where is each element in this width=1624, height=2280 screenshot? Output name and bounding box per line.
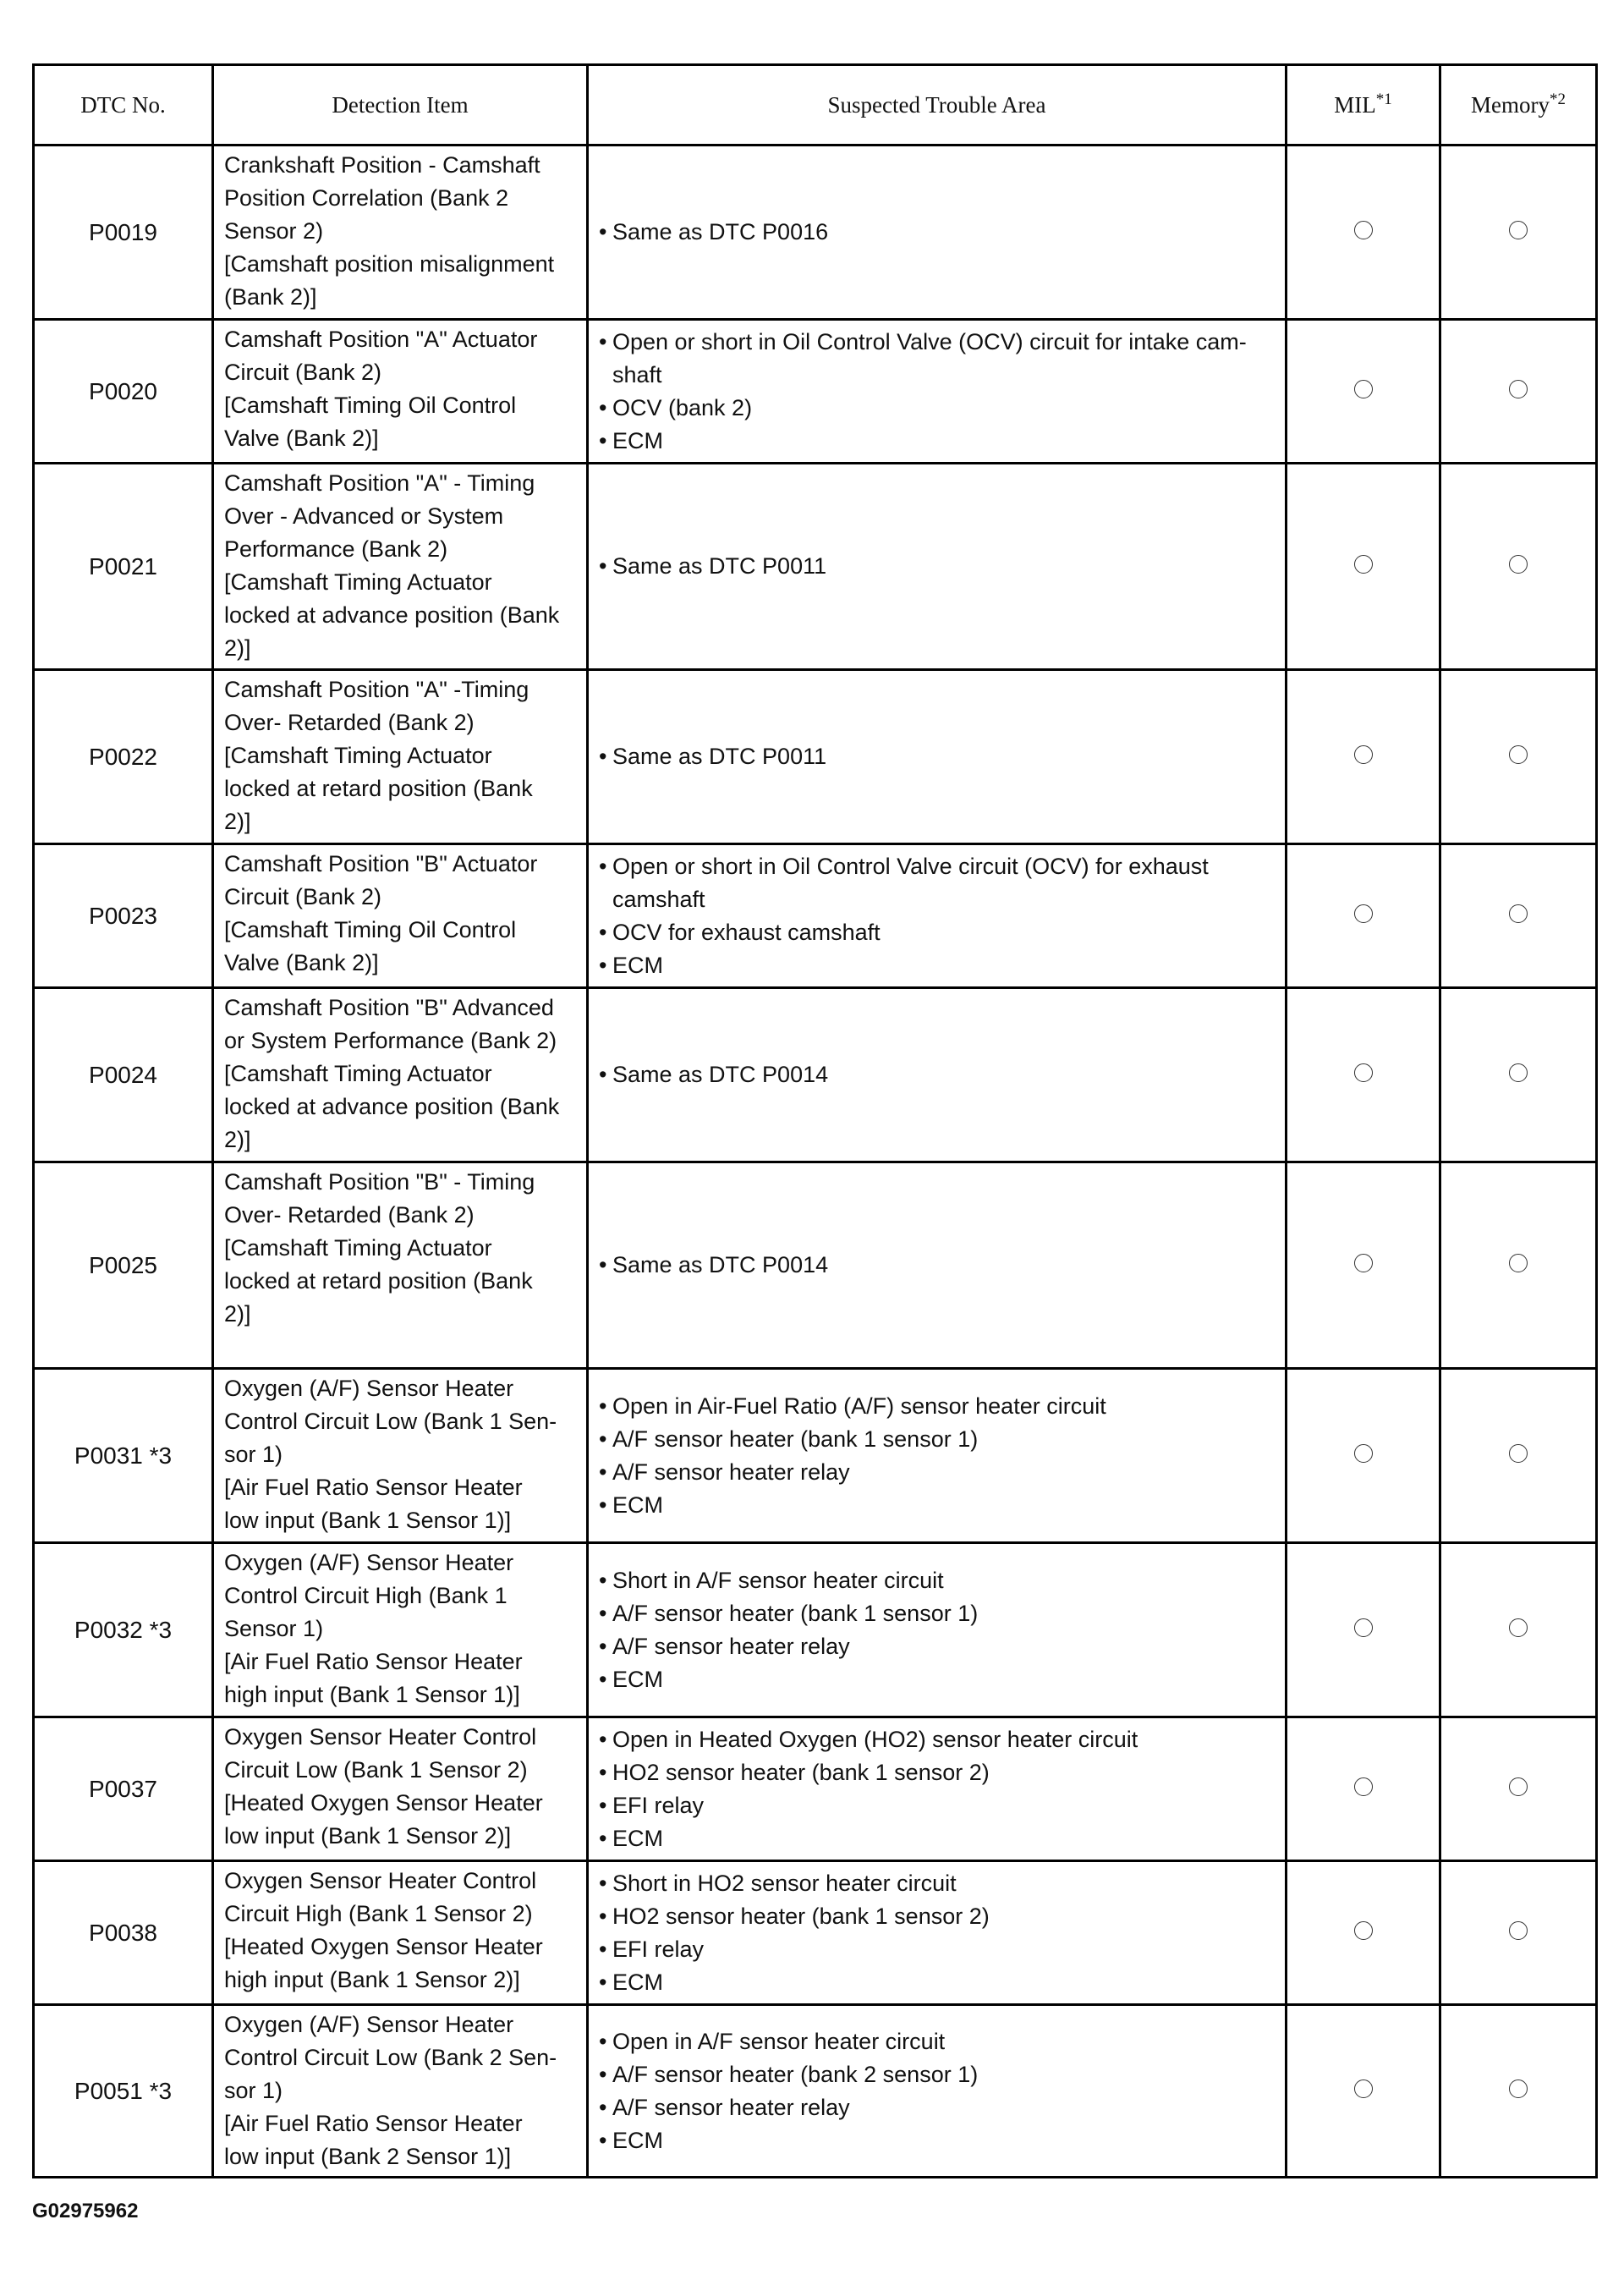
detection-item-line: Camshaft Position "A" Actuator: [224, 327, 538, 352]
detection-item-line: Oxygen (A/F) Sensor Heater: [224, 1550, 514, 1575]
mil-cell: [1287, 1369, 1440, 1543]
trouble-area-item: [599, 1822, 1278, 1855]
dtc-code: P0051 *3: [74, 2077, 173, 2104]
mil-cell: [1287, 670, 1440, 844]
trouble-area-text: Same as DTC P0011: [612, 744, 827, 769]
mil-circle-icon: [1354, 555, 1373, 574]
dtc-cell: [34, 1369, 213, 1543]
trouble-area-item: [599, 2025, 1278, 2058]
dtc-code: P0025: [89, 1251, 157, 1278]
header-mil-note: *1: [1375, 90, 1392, 108]
trouble-area-text: Same as DTC P0011: [612, 553, 827, 579]
detection-item-line: 2)]: [224, 635, 251, 661]
table-row: [34, 146, 1597, 320]
dtc-cell: [34, 2005, 213, 2178]
dtc-code: P0023: [89, 902, 157, 929]
trouble-area-item: [599, 850, 1278, 916]
dtc-cell: [34, 1543, 213, 1717]
dtc-code: P0024: [89, 1061, 157, 1088]
detection-item-line: Camshaft Position "B" Advanced: [224, 995, 554, 1020]
detection-item-line: Circuit (Bank 2): [224, 360, 382, 385]
trouble-area-cell: [588, 1717, 1287, 1861]
trouble-area-list: [599, 1390, 1278, 1522]
dtc-code: P0019: [89, 218, 157, 245]
detection-item-line: [Camshaft Timing Oil Control: [224, 393, 517, 418]
header-suspected-area: Suspected Trouble Area: [588, 65, 1287, 146]
detection-item-line: Valve (Bank 2)]: [224, 426, 379, 451]
detection-item-line: Over - Advanced or System: [224, 503, 504, 529]
detection-item-line: locked at retard position (Bank: [224, 1268, 533, 1294]
detection-item-line: [Air Fuel Ratio Sensor Heater: [224, 1649, 523, 1674]
trouble-area-text: OCV (bank 2): [612, 394, 753, 420]
figure-id: G02975962: [32, 2200, 139, 2222]
trouble-area-item: [599, 740, 1278, 773]
table-row: [34, 2005, 1597, 2178]
detection-item-line: Camshaft Position "A" - Timing: [224, 470, 535, 496]
memory-cell: [1440, 1861, 1597, 2005]
detection-item-line: Oxygen (A/F) Sensor Heater: [224, 2012, 514, 2037]
detection-item-line: Control Circuit Low (Bank 1 Sen-: [224, 1409, 557, 1434]
dtc-cell: [34, 1861, 213, 2005]
trouble-area-item: [599, 326, 1278, 392]
detection-item-cell: [213, 988, 588, 1162]
detection-item-line: 2)]: [224, 1301, 251, 1327]
dtc-cell: [34, 320, 213, 464]
detection-item-line: Oxygen Sensor Heater Control: [224, 1868, 537, 1893]
trouble-area-text: ECM: [612, 1492, 663, 1518]
mil-circle-icon: [1354, 745, 1373, 764]
detection-item-line: locked at advance position (Bank: [224, 602, 560, 628]
detection-item-line: Oxygen (A/F) Sensor Heater: [224, 1376, 514, 1401]
trouble-area-item: [599, 1489, 1278, 1522]
dtc-code: P0037: [89, 1775, 157, 1802]
detection-item-line: low input (Bank 1 Sensor 2)]: [224, 1823, 512, 1849]
trouble-area-item: [599, 216, 1278, 249]
detection-item-line: 2)]: [224, 1127, 251, 1152]
detection-item-line: Control Circuit Low (Bank 2 Sen-: [224, 2045, 557, 2070]
dtc-code: P0022: [89, 743, 157, 770]
detection-item-cell: [213, 844, 588, 988]
trouble-area-text: A/F sensor heater relay: [612, 1459, 850, 1485]
detection-item-line: (Bank 2)]: [224, 284, 317, 310]
detection-item-line: high input (Bank 1 Sensor 1)]: [224, 1682, 520, 1707]
trouble-area-text: Open in Air-Fuel Ratio (A/F) sensor heater circuit: [612, 1393, 1106, 1419]
trouble-area-text: Short in HO2 sensor heater circuit: [612, 1870, 957, 1896]
trouble-area-item: [599, 1933, 1278, 1966]
trouble-area-cell: [588, 844, 1287, 988]
dtc-cell: [34, 146, 213, 320]
table-row: [34, 1369, 1597, 1543]
memory-circle-icon: [1509, 1254, 1528, 1272]
detection-item-cell: [213, 2005, 588, 2178]
trouble-area-text: A/F sensor heater (bank 2 sensor 1): [612, 2061, 979, 2087]
header-mil-label: MIL: [1334, 91, 1376, 118]
detection-item-cell: [213, 146, 588, 320]
detection-item-line: Sensor 1): [224, 1616, 324, 1641]
trouble-area-item: [599, 1564, 1278, 1597]
trouble-area-item: [599, 1249, 1278, 1282]
header-dtc: DTC No.: [34, 65, 213, 146]
detection-item-line: Crankshaft Position - Camshaft: [224, 152, 540, 178]
detection-item-line: Camshaft Position "A" -Timing: [224, 677, 529, 702]
trouble-area-item: [599, 1630, 1278, 1663]
mil-cell: [1287, 464, 1440, 670]
trouble-area-text: Same as DTC P0016: [612, 219, 829, 244]
trouble-area-text: HO2 sensor heater (bank 1 sensor 2): [612, 1903, 990, 1929]
dtc-code: P0031 *3: [74, 1442, 173, 1469]
dtc-cell: [34, 844, 213, 988]
trouble-area-item: [599, 392, 1278, 425]
memory-cell: [1440, 464, 1597, 670]
trouble-area-text: HO2 sensor heater (bank 1 sensor 2): [612, 1759, 990, 1785]
mil-cell: [1287, 1717, 1440, 1861]
trouble-area-item: [599, 1663, 1278, 1696]
table-row: [34, 1543, 1597, 1717]
memory-circle-icon: [1509, 555, 1528, 574]
header-memory-note: *2: [1549, 90, 1566, 108]
mil-cell: [1287, 1543, 1440, 1717]
detection-item-line: or System Performance (Bank 2): [224, 1028, 557, 1053]
trouble-area-item: [599, 2124, 1278, 2157]
trouble-area-list: [599, 1058, 1278, 1091]
trouble-area-list: [599, 2025, 1278, 2157]
dtc-cell: [34, 988, 213, 1162]
trouble-area-list: [599, 326, 1278, 458]
detection-item-line: [Heated Oxygen Sensor Heater: [224, 1934, 543, 1959]
detection-item-line: Over- Retarded (Bank 2): [224, 1202, 475, 1228]
trouble-area-text: A/F sensor heater (bank 1 sensor 1): [612, 1600, 979, 1626]
dtc-code: P0032 *3: [74, 1616, 173, 1643]
trouble-area-list: [599, 216, 1278, 249]
memory-circle-icon: [1509, 745, 1528, 764]
mil-circle-icon: [1354, 380, 1373, 398]
detection-item-line: Valve (Bank 2)]: [224, 950, 379, 975]
mil-circle-icon: [1354, 1618, 1373, 1637]
trouble-area-text: ECM: [612, 1666, 663, 1692]
trouble-area-item: [599, 1867, 1278, 1900]
detection-item-line: [Heated Oxygen Sensor Heater: [224, 1790, 543, 1816]
detection-item-line: [Camshaft Timing Actuator: [224, 1235, 492, 1261]
mil-cell: [1287, 1162, 1440, 1369]
memory-circle-icon: [1509, 221, 1528, 239]
trouble-area-cell: [588, 146, 1287, 320]
trouble-area-text: Open in Heated Oxygen (HO2) sensor heater circuit: [612, 1726, 1138, 1752]
mil-cell: [1287, 146, 1440, 320]
trouble-area-list: [599, 1564, 1278, 1696]
trouble-area-text: ECM: [612, 952, 663, 978]
memory-circle-icon: [1509, 2079, 1528, 2098]
detection-item-cell: [213, 1162, 588, 1369]
mil-circle-icon: [1354, 1254, 1373, 1272]
detection-item-line: Over- Retarded (Bank 2): [224, 710, 475, 735]
table-row: [34, 844, 1597, 988]
header-memory: [1440, 65, 1597, 146]
detection-item-cell: [213, 464, 588, 670]
detection-item-line: [Air Fuel Ratio Sensor Heater: [224, 1475, 523, 1500]
trouble-area-list: [599, 850, 1278, 982]
trouble-area-list: [599, 1249, 1278, 1282]
trouble-area-item: [599, 1390, 1278, 1423]
trouble-area-text: EFI relay: [612, 1936, 705, 1962]
mil-circle-icon: [1354, 221, 1373, 239]
memory-cell: [1440, 670, 1597, 844]
mil-circle-icon: [1354, 904, 1373, 923]
memory-circle-icon: [1509, 1777, 1528, 1796]
trouble-area-item: [599, 916, 1278, 949]
detection-item-line: Circuit High (Bank 1 Sensor 2): [224, 1901, 533, 1926]
detection-item-line: [Camshaft Timing Actuator: [224, 569, 492, 595]
trouble-area-cell: [588, 1543, 1287, 1717]
header-memory-label: Memory: [1471, 91, 1550, 118]
dtc-cell: [34, 1717, 213, 1861]
detection-item-line: [Air Fuel Ratio Sensor Heater: [224, 2111, 523, 2136]
table-row: [34, 988, 1597, 1162]
table-row: [34, 670, 1597, 844]
detection-item-line: Camshaft Position "B" Actuator: [224, 851, 538, 876]
trouble-area-text: Same as DTC P0014: [612, 1252, 829, 1277]
trouble-area-text: Open or short in Oil Control Valve circuit (OCV) for exhaust: [612, 853, 1209, 879]
table-row: [34, 320, 1597, 464]
detection-item-line: Circuit (Bank 2): [224, 884, 382, 909]
detection-item-cell: [213, 1861, 588, 2005]
memory-circle-icon: [1509, 1618, 1528, 1637]
detection-item-line: high input (Bank 1 Sensor 2)]: [224, 1967, 520, 1992]
detection-item-line: Camshaft Position "B" - Timing: [224, 1169, 535, 1195]
detection-item-line: locked at advance position (Bank: [224, 1094, 560, 1119]
memory-cell: [1440, 2005, 1597, 2178]
trouble-area-text: ECM: [612, 427, 663, 453]
trouble-area-item: [599, 550, 1278, 583]
memory-cell: [1440, 844, 1597, 988]
memory-cell: [1440, 988, 1597, 1162]
trouble-area-text: A/F sensor heater (bank 1 sensor 1): [612, 1426, 979, 1452]
trouble-area-text: Open in A/F sensor heater circuit: [612, 2028, 946, 2054]
dtc-cell: [34, 1162, 213, 1369]
trouble-area-text: Open or short in Oil Control Valve (OCV) circuit for intake cam-: [612, 328, 1247, 354]
trouble-area-text: shaft: [612, 361, 662, 387]
trouble-area-text: ECM: [612, 1825, 663, 1851]
trouble-area-cell: [588, 988, 1287, 1162]
detection-item-cell: [213, 1717, 588, 1861]
mil-cell: [1287, 320, 1440, 464]
header-row: [34, 65, 1597, 146]
detection-item-line: Position Correlation (Bank 2: [224, 185, 509, 211]
trouble-area-cell: [588, 1162, 1287, 1369]
trouble-area-item: [599, 1723, 1278, 1756]
mil-circle-icon: [1354, 1777, 1373, 1796]
trouble-area-cell: [588, 464, 1287, 670]
detection-item-line: sor 1): [224, 1442, 283, 1467]
trouble-area-text: Short in A/F sensor heater circuit: [612, 1567, 944, 1593]
trouble-area-cell: [588, 320, 1287, 464]
trouble-area-item: [599, 425, 1278, 458]
trouble-area-item: [599, 2091, 1278, 2124]
trouble-area-text: A/F sensor heater relay: [612, 1633, 850, 1659]
detection-item-line: Performance (Bank 2): [224, 536, 448, 562]
detection-item-cell: [213, 320, 588, 464]
table-row: [34, 1717, 1597, 1861]
detection-item-line: locked at retard position (Bank: [224, 776, 533, 801]
memory-cell: [1440, 1162, 1597, 1369]
header-detection-item: Detection Item: [213, 65, 588, 146]
memory-cell: [1440, 1543, 1597, 1717]
mil-cell: [1287, 2005, 1440, 2178]
detection-item-line: Circuit Low (Bank 1 Sensor 2): [224, 1757, 528, 1783]
detection-item-cell: [213, 670, 588, 844]
memory-circle-icon: [1509, 1444, 1528, 1463]
trouble-area-list: [599, 550, 1278, 583]
trouble-area-text: EFI relay: [612, 1792, 705, 1818]
detection-item-cell: [213, 1543, 588, 1717]
trouble-area-cell: [588, 2005, 1287, 2178]
table-body: [34, 146, 1597, 2178]
detection-item-line: [Camshaft position misalignment: [224, 251, 555, 277]
mil-circle-icon: [1354, 1921, 1373, 1940]
trouble-area-text: OCV for exhaust camshaft: [612, 919, 881, 945]
memory-circle-icon: [1509, 904, 1528, 923]
trouble-area-item: [599, 1456, 1278, 1489]
table-row: [34, 464, 1597, 670]
trouble-area-list: [599, 740, 1278, 773]
trouble-area-item: [599, 1900, 1278, 1933]
detection-item-line: low input (Bank 1 Sensor 1)]: [224, 1508, 512, 1533]
table-row: [34, 1861, 1597, 2005]
memory-cell: [1440, 1369, 1597, 1543]
memory-circle-icon: [1509, 1063, 1528, 1082]
trouble-area-text: A/F sensor heater relay: [612, 2094, 850, 2120]
trouble-area-cell: [588, 1369, 1287, 1543]
trouble-area-item: [599, 949, 1278, 982]
memory-circle-icon: [1509, 380, 1528, 398]
dtc-table: [32, 63, 1598, 2178]
detection-item-line: Control Circuit High (Bank 1: [224, 1583, 508, 1608]
mil-cell: [1287, 988, 1440, 1162]
dtc-code: P0021: [89, 552, 157, 580]
trouble-area-item: [599, 1597, 1278, 1630]
detection-item-line: Sensor 2): [224, 218, 324, 244]
detection-item-line: low input (Bank 2 Sensor 1)]: [224, 2144, 512, 2169]
trouble-area-item: [599, 1058, 1278, 1091]
trouble-area-item: [599, 1966, 1278, 1999]
trouble-area-item: [599, 1423, 1278, 1456]
trouble-area-cell: [588, 670, 1287, 844]
trouble-area-text: Same as DTC P0014: [612, 1062, 829, 1087]
memory-cell: [1440, 146, 1597, 320]
detection-item-line: sor 1): [224, 2078, 283, 2103]
detection-item-line: [Camshaft Timing Actuator: [224, 743, 492, 768]
trouble-area-item: [599, 2058, 1278, 2091]
dtc-cell: [34, 670, 213, 844]
memory-circle-icon: [1509, 1921, 1528, 1940]
trouble-area-item: [599, 1756, 1278, 1789]
memory-cell: [1440, 320, 1597, 464]
trouble-area-text: camshaft: [612, 886, 705, 912]
mil-cell: [1287, 844, 1440, 988]
trouble-area-item: [599, 1789, 1278, 1822]
mil-circle-icon: [1354, 2079, 1373, 2098]
trouble-area-cell: [588, 1861, 1287, 2005]
table-row: [34, 1162, 1597, 1369]
detection-item-line: Oxygen Sensor Heater Control: [224, 1724, 537, 1750]
trouble-area-list: [599, 1723, 1278, 1855]
trouble-area-text: ECM: [612, 2127, 663, 2153]
dtc-code: P0038: [89, 1919, 157, 1946]
memory-cell: [1440, 1717, 1597, 1861]
trouble-area-text: ECM: [612, 1969, 663, 1995]
detection-item-line: [Camshaft Timing Actuator: [224, 1061, 492, 1086]
dtc-code: P0020: [89, 377, 157, 404]
detection-item-line: [Camshaft Timing Oil Control: [224, 917, 517, 942]
header-mil: [1287, 65, 1440, 146]
trouble-area-list: [599, 1867, 1278, 1999]
detection-item-cell: [213, 1369, 588, 1543]
dtc-cell: [34, 464, 213, 670]
mil-circle-icon: [1354, 1063, 1373, 1082]
detection-item-line: 2)]: [224, 809, 251, 834]
mil-circle-icon: [1354, 1444, 1373, 1463]
mil-cell: [1287, 1861, 1440, 2005]
